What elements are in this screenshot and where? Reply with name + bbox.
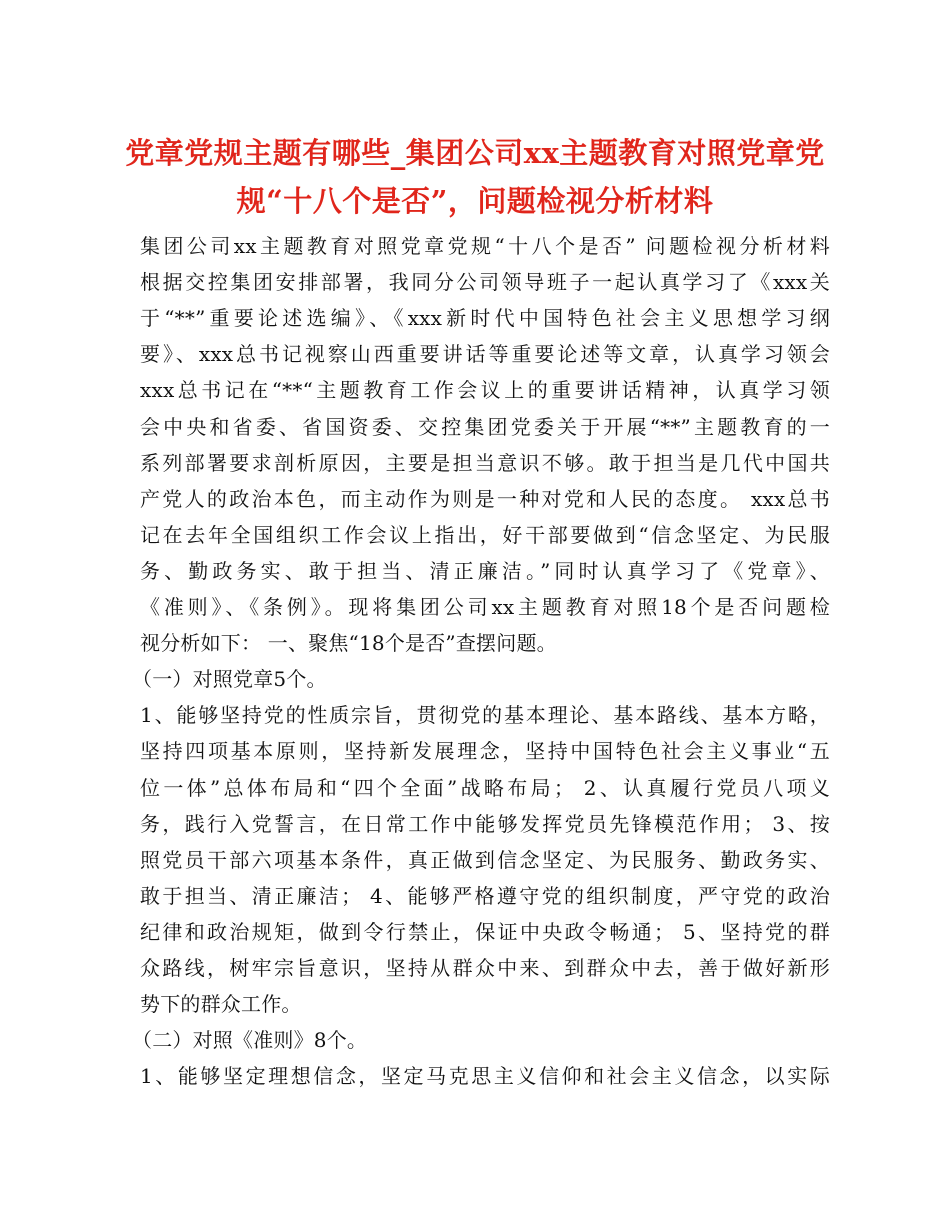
body-text-line: 记在去年全国组织工作会议上指出，好干部要做到“信念坚定、为民服 — [140, 522, 830, 547]
body-text-line: 根据交控集团安排部署，我同分公司领导班子一起认真学习了《xxx关 — [140, 270, 830, 295]
body-text-line: 1、能够坚持党的性质宗旨，贯彻党的基本理论、基本路线、基本方略， — [140, 703, 830, 728]
body-text-line: 位一体”总体布局和“四个全面”战略布局； 2、认真履行党员八项义 — [140, 775, 830, 800]
body-text-line: 产党人的政治本色，而主动作为则是一种对党和人民的态度。 xxx总书 — [140, 486, 830, 511]
document-title-line-2: 规“十八个是否”，问题检视分析材料 — [236, 184, 714, 218]
body-text-line: 于“**”重要论述选编》、《xxx新时代中国特色社会主义思想学习纲 — [140, 306, 830, 331]
body-text-line: 1、能够坚定理想信念，坚定马克思主义信仰和社会主义信念，以实际 — [140, 1064, 830, 1089]
body-text-line: 视分析如下： 一、聚焦“18个是否”查摆问题。 — [140, 631, 557, 656]
body-text-line: 要》、xxx总书记视察山西重要讲话等重要论述等文章，认真学习领会 — [140, 342, 830, 367]
body-text-line: （二）对照《准则》8个。 — [132, 1028, 368, 1053]
document-title-line-1: 党章党规主题有哪些_集团公司xx主题教育对照党章党 — [125, 136, 825, 170]
body-text-line: 众路线，树牢宗旨意识，坚持从群众中来、到群众中去，善于做好新形 — [140, 956, 830, 980]
body-text-line: 集团公司xx主题教育对照党章党规“十八个是否” 问题检视分析材料 — [140, 234, 830, 258]
body-text-line: 纪律和政治规矩，做到令行禁止，保证中央政令畅通； 5、坚持党的群 — [140, 919, 830, 944]
body-text-line: 《准则》、《条例》。现将集团公司xx主题教育对照18个是否问题检 — [140, 595, 830, 619]
body-text-line: （一）对照党章5个。 — [132, 667, 327, 692]
body-text-line: 照党员干部六项基本条件，真正做到信念坚定、为民服务、勤政务实、 — [140, 847, 830, 872]
body-text-line: 会中央和省委、省国资委、交控集团党委关于开展“**”主题教育的一 — [140, 414, 830, 439]
body-text-line: 务、勤政务实、敢于担当、清正廉洁。”同时认真学习了《党章》、 — [140, 558, 830, 583]
body-text-line: 势下的群众工作。 — [140, 992, 302, 1017]
body-text-line: xxx总书记在“**“主题教育工作会议上的重要讲话精神，认真学习领 — [140, 378, 830, 403]
body-text-line: 坚持四项基本原则，坚持新发展理念，坚持中国特色社会主义事业“五 — [140, 739, 830, 764]
body-text-line: 敢于担当、清正廉洁； 4、能够严格遵守党的组织制度，严守党的政治 — [140, 883, 830, 908]
body-text-line: 系列部署要求剖析原因，主要是担当意识不够。敢于担当是几代中国共 — [140, 450, 830, 475]
body-text-line: 务，践行入党誓言，在日常工作中能够发挥党员先锋模范作用； 3、按 — [140, 811, 830, 836]
